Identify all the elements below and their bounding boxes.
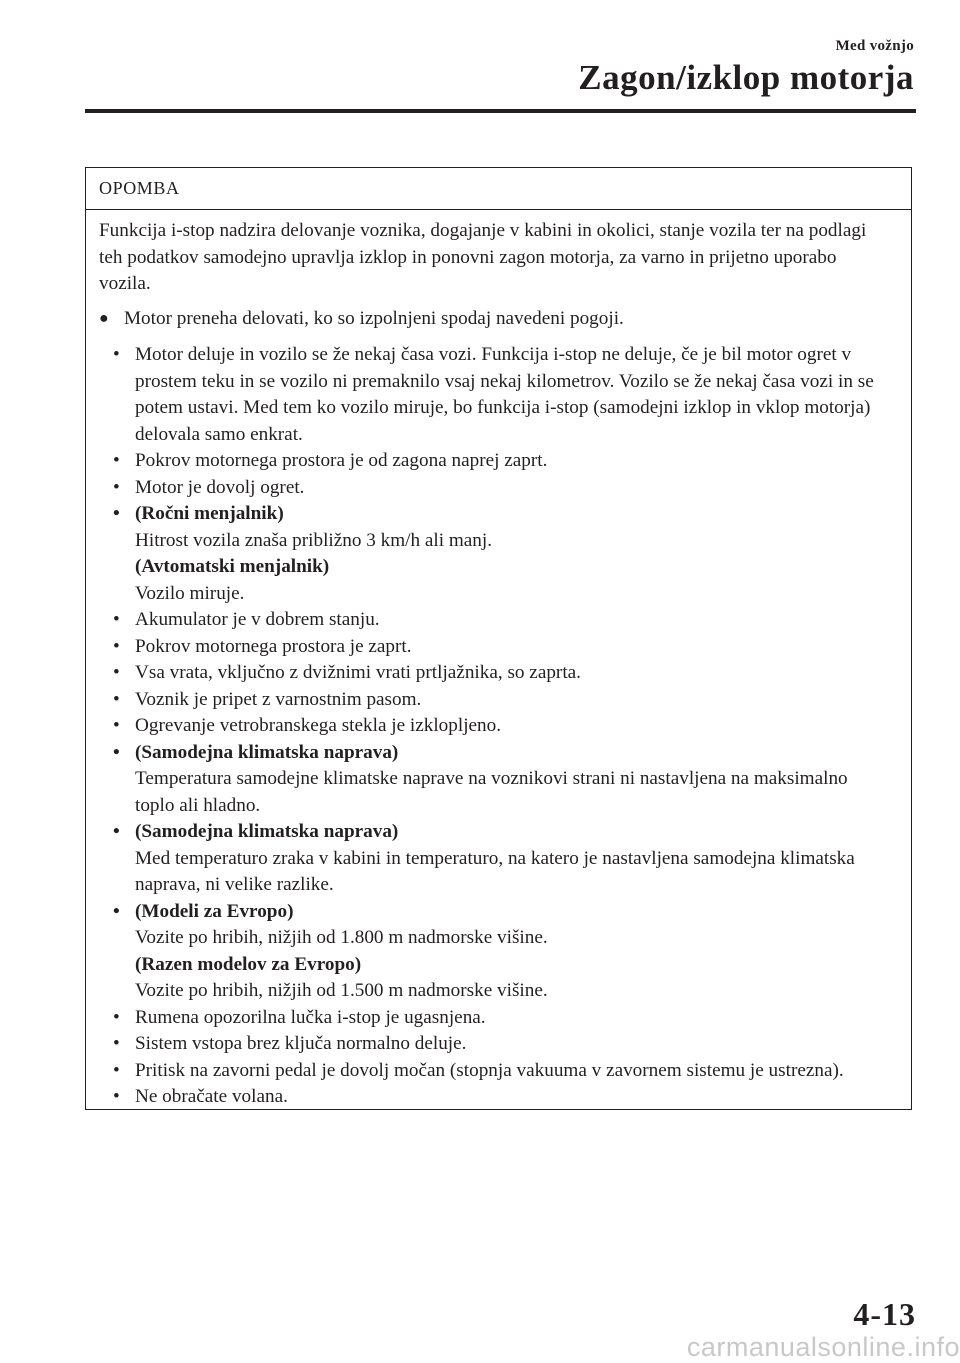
- condition-text: Voznik je pripet z varnostnim pasom.: [135, 688, 422, 710]
- bullet-icon: •: [113, 344, 120, 365]
- page-title: Zagon/izklop motorja: [578, 58, 914, 97]
- condition-heading: (Samodejna klimatska naprava): [135, 741, 399, 763]
- bullet-icon: •: [113, 476, 120, 498]
- list-item: [99, 1031, 889, 1058]
- bullet-icon: •: [113, 900, 120, 922]
- condition-text: Temperatura samodejne klimatske naprave na voznikovi strani ni nastavljena na maksimalno toplo ali hladno.: [135, 768, 848, 816]
- condition-heading: (Ročni menjalnik): [135, 503, 284, 524]
- condition-text: Hitrost vozila znaša približno 3 km/h ali manj.: [135, 529, 493, 551]
- condition-heading: (Modeli za Evropo): [135, 900, 294, 922]
- list-item: [99, 448, 889, 475]
- list-item: [99, 1084, 889, 1111]
- condition-text: Vsa vrata, vključno z dvižnimi vrati prtljažnika, so zaprta.: [135, 662, 581, 683]
- bullet-icon: •: [113, 609, 120, 630]
- bullet-icon: •: [113, 503, 120, 524]
- bullet-icon: •: [113, 741, 120, 763]
- note-body: [86, 210, 911, 1111]
- note-heading: OPOMBA: [86, 168, 911, 210]
- bullet-icon: •: [113, 635, 120, 657]
- list-item: [99, 740, 889, 820]
- bullet-icon: •: [113, 1086, 120, 1107]
- condition-text: Pritisk na zavorni pedal je dovolj močan (stopnja vakuuma v zavornem sistemu je ustrezna).: [135, 1059, 844, 1081]
- note-box: [85, 167, 912, 1110]
- condition-text: Pokrov motornega prostora je zaprt.: [135, 635, 412, 657]
- main-bullet: [99, 306, 889, 333]
- condition-text: Vozite po hribih, nižjih od 1.500 m nadmorske višine.: [135, 980, 548, 1001]
- conditions-list: [99, 342, 889, 1111]
- condition-text: Rumena opozorilna lučka i-stop je ugasnjena.: [135, 1006, 486, 1028]
- condition-text: Vozilo miruje.: [135, 582, 245, 604]
- condition-text: Pokrov motornega prostora je od zagona naprej zaprt.: [135, 450, 548, 471]
- list-item: [99, 713, 889, 740]
- list-item: [99, 342, 889, 448]
- condition-text: Sistem vstopa brez ključa normalno deluje.: [135, 1033, 467, 1054]
- bullet-icon: •: [113, 715, 120, 736]
- condition-text: Ne obračate volana.: [135, 1086, 288, 1107]
- condition-heading: (Samodejna klimatska naprava): [135, 821, 399, 842]
- bullet-icon: •: [113, 1006, 120, 1028]
- bullet-icon: •: [113, 688, 120, 710]
- bullet-icon: •: [113, 450, 120, 471]
- list-item: [99, 899, 889, 1005]
- list-item: [99, 607, 889, 634]
- section-label: Med vožnjo: [835, 38, 914, 54]
- bullet-icon: •: [113, 1033, 120, 1054]
- condition-text: Ogrevanje vetrobranskega stekla je izklopljeno.: [135, 715, 502, 736]
- main-bullet-text: Motor preneha delovati, ko so izpolnjeni spodaj navedeni pogoji.: [124, 307, 624, 329]
- condition-heading: (Razen modelov za Evropo): [135, 953, 362, 975]
- list-item: [99, 634, 889, 661]
- list-item: [99, 1058, 889, 1085]
- condition-text: Med temperaturo zraka v kabini in temperaturo, na katero je nastavljena samodejna klimatska naprava, ni velike razlike.: [135, 847, 855, 895]
- list-item: [99, 475, 889, 502]
- condition-heading: (Avtomatski menjalnik): [135, 556, 330, 577]
- bullet-icon: •: [113, 1059, 120, 1081]
- condition-text: Akumulator je v dobrem stanju.: [135, 609, 380, 630]
- list-item: [99, 660, 889, 687]
- bullet-icon: ●: [99, 309, 109, 327]
- condition-text: Motor je dovolj ogret.: [135, 476, 305, 498]
- list-item: [99, 1005, 889, 1032]
- condition-text: Vozite po hribih, nižjih od 1.800 m nadmorske višine.: [135, 927, 548, 948]
- header-divider: [85, 109, 916, 113]
- list-item: [99, 687, 889, 714]
- page-number: 4-13: [853, 1296, 916, 1332]
- watermark-link[interactable]: carmanualsonline.info: [686, 1332, 960, 1362]
- note-intro: Funkcija i-stop nadzira delovanje voznika, dogajanje v kabini in okolici, stanje vozila ter na podlagi teh podatkov samodejno upravlja izklop in ponovni zagon motorja, za varno in prijetno uporabo vozila.: [99, 220, 867, 294]
- bullet-icon: •: [113, 821, 120, 842]
- condition-text: Motor deluje in vozilo se že nekaj časa vozi. Funkcija i-stop ne deluje, če je bil motor ogret v prostem teku in se vozilo ni premaknilo vsaj nekaj kilometrov. Vozilo se že nekaj časa vozi in se potem ustavi. Med tem ko vozilo miruje, bo funkcija i-stop (samodejni izklop in vklop motorja) delovala samo enkrat.: [135, 344, 874, 445]
- list-item: [99, 819, 889, 899]
- bullet-icon: •: [113, 662, 120, 683]
- list-item: [99, 501, 889, 607]
